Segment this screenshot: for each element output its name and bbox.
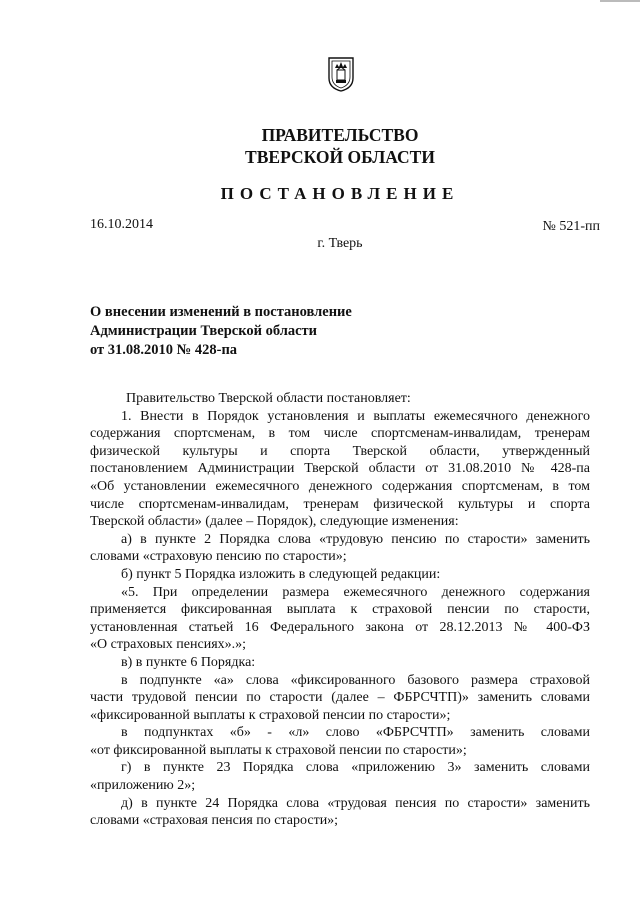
government-name-line2: ТВЕРСКОЙ ОБЛАСТИ (245, 147, 435, 167)
title-line: от 31.08.2010 № 428-па (90, 342, 238, 358)
body-line: «5. При определении размера ежемесячного денежного содержания (121, 584, 590, 600)
document-date: 16.10.2014 (90, 217, 153, 232)
scan-edge-mark (600, 0, 640, 2)
title-line: О внесении изменений в постановление (90, 304, 352, 320)
body-line: б) пункт 5 Порядка изложить в следующей редакции: (121, 566, 441, 582)
body-line: в подпунктах «б» - «л» слово «ФБРСЧТП» заменить словами (121, 725, 590, 741)
tver-coat-of-arms-emblem (327, 56, 355, 92)
body-line: установленная статьей 16 Федерального закона от 28.12.2013 № 400-ФЗ (90, 619, 590, 635)
body-line: «приложению 2»; (90, 778, 196, 794)
body-line: содержания спортсменам, в том числе спортсменам-инвалидам, тренерам (90, 426, 590, 442)
document-type-heading: ПОСТАНОВЛЕНИЕ (220, 184, 460, 203)
body-line: Тверской области» (далее – Порядок), следующие изменения: (90, 514, 459, 530)
body-line: физической культуры и спорта Тверской области, утвержденный (90, 443, 590, 459)
body-line: словами «страховая пенсия по старости»; (90, 813, 339, 829)
body-line: «от фиксированной выплаты к страховой пенсии по старости»; (90, 742, 467, 758)
body-line: постановлением Администрации Тверской области от 31.08.2010 № 428-па (90, 461, 590, 477)
document-title (90, 303, 352, 360)
body-line: числе спортсменам-инвалидам, тренерам физической культуры и спорта (90, 496, 590, 512)
body-line: применяется фиксированная выплата к страховой пенсии по старости, (90, 602, 590, 618)
document-body (90, 390, 590, 830)
body-line: «Об установлении ежемесячного денежного содержания спортсменам, в том (90, 478, 590, 494)
title-line: Администрации Тверской области (90, 323, 318, 339)
body-line: 1. Внести в Порядок установления и выплаты ежемесячного денежного (121, 408, 590, 424)
body-line: части трудовой пенсии по старости (далее – ФБРСЧТП)» заменить словами (90, 690, 590, 706)
document-number: № 521-пп (542, 219, 600, 234)
body-line: «О страховых пенсиях».»; (90, 637, 247, 653)
body-line: словами «страховую пенсию по старости»; (90, 549, 347, 565)
body-line: в подпункте «а» слова «фиксированного базового размера страховой (121, 672, 590, 688)
body-line: «фиксированной выплаты к страховой пенсии по старости»; (90, 707, 451, 723)
document-city: г. Тверь (317, 236, 363, 251)
body-line: д) в пункте 24 Порядка слова «трудовая пенсия по старости» заменить (121, 795, 590, 811)
government-name-line1: ПРАВИТЕЛЬСТВО (261, 125, 419, 145)
body-line: г) в пункте 23 Порядка слова «приложению 3» заменить словами (121, 760, 590, 776)
body-line: в) в пункте 6 Порядка: (121, 654, 256, 670)
body-line: Правительство Тверской области постановляет: (126, 391, 411, 406)
body-line: а) в пункте 2 Порядка слова «трудовую пенсию по старости» заменить (121, 531, 590, 547)
